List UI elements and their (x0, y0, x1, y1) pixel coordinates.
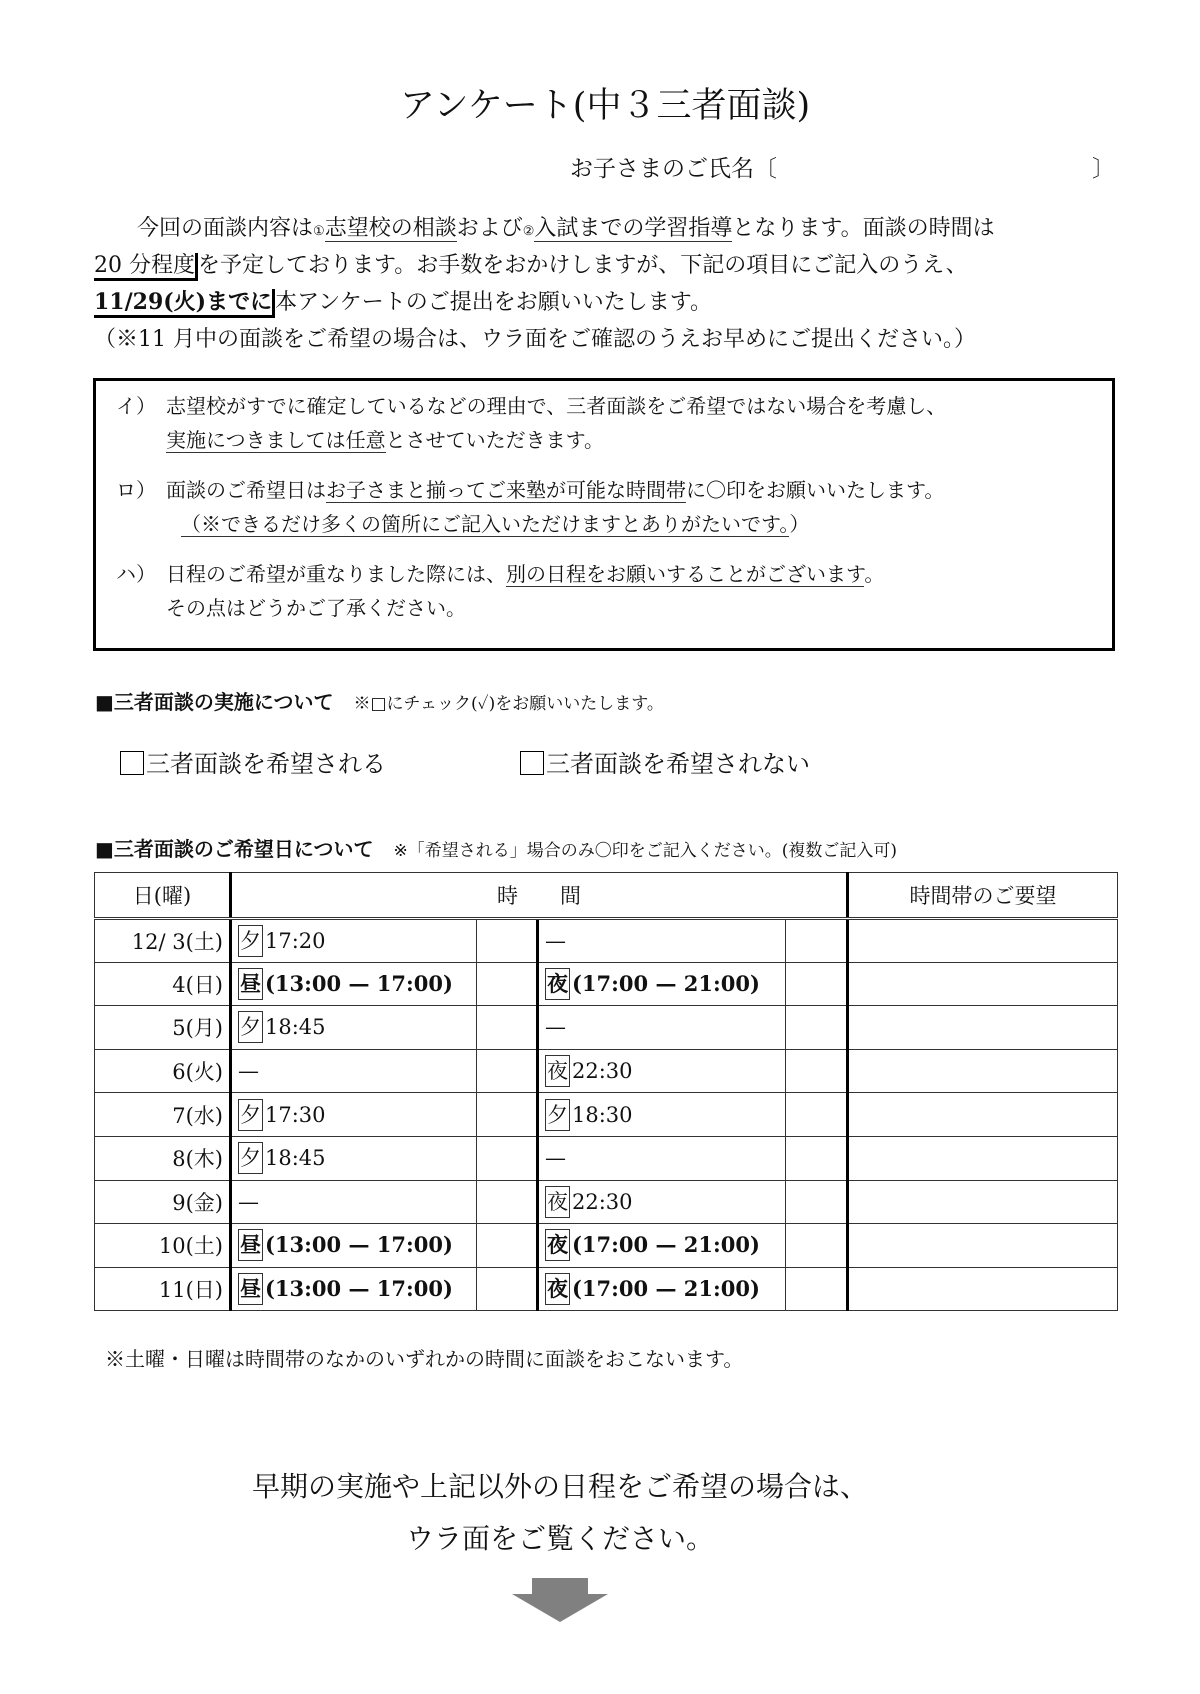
student-name-field[interactable] (570, 150, 1115, 183)
time-tag: 昼 (238, 1229, 263, 1261)
footnote: ※土曜・日曜は時間帯のなかのいずれかの時間に面談をおこないます。 (105, 1347, 744, 1371)
time-slot[interactable]: 夜 22:30 (538, 1180, 786, 1224)
time-tag: 夜 (545, 1273, 570, 1305)
table-row (95, 1267, 1118, 1311)
name-label: お子さまのご氏名〔 (570, 156, 777, 182)
mark-cell[interactable] (477, 1093, 538, 1137)
mark-cell[interactable] (477, 1006, 538, 1050)
time-slot[interactable]: 昼 (13:00 — 17:00) (231, 1224, 477, 1268)
time-slot[interactable]: — (538, 919, 786, 963)
time-slot[interactable]: 夜 22:30 (538, 1049, 786, 1093)
table-row (95, 1093, 1118, 1137)
mark-cell[interactable] (786, 1267, 848, 1311)
request-cell[interactable] (848, 1136, 1118, 1180)
checkbox-wish[interactable]: 三者面談を希望される (120, 744, 386, 779)
table-row (95, 962, 1118, 1006)
time-slot[interactable]: — (231, 1180, 477, 1224)
checkbox[interactable] (520, 751, 544, 775)
checkbox[interactable] (120, 751, 144, 775)
time-slot[interactable]: — (231, 1049, 477, 1093)
time-tag: 夜 (545, 968, 570, 1000)
request-cell[interactable] (848, 1224, 1118, 1268)
mark-cell[interactable] (786, 1136, 848, 1180)
mark-cell[interactable] (786, 1180, 848, 1224)
time-tag: 昼 (238, 968, 263, 1000)
table-row (95, 1006, 1118, 1050)
mark-cell[interactable] (786, 1093, 848, 1137)
time-tag: 昼 (238, 1273, 263, 1305)
time-tag: 夜 (545, 1229, 570, 1261)
request-cell[interactable] (848, 1180, 1118, 1224)
request-cell[interactable] (848, 1093, 1118, 1137)
mark-cell[interactable] (786, 1049, 848, 1093)
mark-cell[interactable] (477, 962, 538, 1006)
date-cell: 10(土) (95, 1224, 231, 1268)
notice-i: イ） 志望校がすでに確定しているなどの理由で、三者面談をご希望ではない場合を考慮し、 実施につきましては任意とさせていただきます。 (116, 394, 947, 452)
mark-cell[interactable] (786, 1224, 848, 1268)
time-tag: 夜 (545, 1186, 570, 1218)
time-slot[interactable]: 夕 17:20 (231, 919, 477, 963)
time-slot[interactable]: 昼 (13:00 — 17:00) (231, 1267, 477, 1311)
request-cell[interactable] (848, 1049, 1118, 1093)
mark-cell[interactable] (477, 919, 538, 963)
mark-cell[interactable] (477, 1136, 538, 1180)
closing-line-1: 早期の実施や上記以外の日程をご希望の場合は、 (251, 1470, 868, 1503)
time-slot[interactable]: 夜 (17:00 — 21:00) (538, 1224, 786, 1268)
time-slot[interactable]: 夕 18:30 (538, 1093, 786, 1137)
checkbox-no-wish[interactable]: 三者面談を希望されない (520, 744, 810, 779)
page-title: アンケート(中３三者面談) (399, 86, 811, 126)
date-cell: 12/ 3(土) (95, 919, 231, 963)
closing-line-2: ウラ面をご覧ください。 (405, 1522, 714, 1555)
mark-cell[interactable] (477, 1267, 538, 1311)
table-row (95, 1180, 1118, 1224)
intro-paragraph: 今回の面談内容は①志望校の相談および②入試までの学習指導となります。面談の時間は 20 分程度 を予定しております。お手数をおかけしますが、下記の項目にご記入のうえ、 11/29(火)までに 本アンケートのご提出をお願いいたします。 （※11 月中の面談をご希望の場合は、ウラ面をご確認のうえお早めにご提出ください。） (94, 216, 995, 352)
request-cell[interactable] (848, 962, 1118, 1006)
date-cell: 7(水) (95, 1093, 231, 1137)
time-slot[interactable]: 夕 18:45 (231, 1136, 477, 1180)
request-cell[interactable] (848, 919, 1118, 963)
mark-cell[interactable] (477, 1049, 538, 1093)
time-slot[interactable]: 夜 (17:00 — 21:00) (538, 962, 786, 1006)
mark-cell[interactable] (477, 1224, 538, 1268)
time-slot[interactable]: 昼 (13:00 — 17:00) (231, 962, 477, 1006)
mark-cell[interactable] (786, 1006, 848, 1050)
notice-ro: ロ） 面談のご希望日はお子さまと揃ってご来塾が可能な時間帯に〇印をお願いいたします。 （※できるだけ多くの箇所にご記入いただけますとありがたいです。） (116, 478, 945, 536)
deadline: 11/29(火)までに (94, 289, 275, 318)
notice-ha: ハ） 日程のご希望が重なりました際には、別の日程をお願いすることがございます。 その点はどうかご了承ください。 (116, 562, 885, 620)
request-cell[interactable] (848, 1267, 1118, 1311)
date-cell: 6(火) (95, 1049, 231, 1093)
notice-box (93, 378, 1115, 651)
time-tag: 夕 (238, 1142, 263, 1174)
mark-cell[interactable] (786, 962, 848, 1006)
time-tag: 夕 (545, 1099, 570, 1131)
name-close: 〕 (1092, 156, 1115, 182)
section-dates-heading: ■三者面談のご希望日について ※「希望される」場合のみ〇印をご記入ください。(複数ご記入可) (95, 837, 898, 861)
table-row (95, 1049, 1118, 1093)
time-tag: 夜 (545, 1055, 570, 1087)
time-slot[interactable]: 夕 18:45 (231, 1006, 477, 1050)
date-cell: 11(日) (95, 1267, 231, 1311)
date-cell: 8(木) (95, 1136, 231, 1180)
mark-cell[interactable] (786, 919, 848, 963)
table-row (95, 1136, 1118, 1180)
mark-cell[interactable] (477, 1180, 538, 1224)
time-slot[interactable]: — (538, 1136, 786, 1180)
time-tag: 夕 (238, 1011, 263, 1043)
date-cell: 9(金) (95, 1180, 231, 1224)
time-slot[interactable]: 夜 (17:00 — 21:00) (538, 1267, 786, 1311)
date-cell: 5(月) (95, 1006, 231, 1050)
table-row (95, 1224, 1118, 1268)
down-arrow-icon (512, 1578, 608, 1622)
time-tag: 夕 (238, 925, 263, 957)
section-implementation-heading: ■三者面談の実施について ※□にチェック(✓)をお願いいたします。 (95, 690, 664, 714)
date-cell: 4(日) (95, 962, 231, 1006)
request-cell[interactable] (848, 1006, 1118, 1050)
schedule-table: 日(曜) 時 間 時間帯のご要望 12/ 3(土) 夕 17:20 — 4(日) 昼 (13:00 — 17:00) 夜 (17:00 — 21:00) 5(月) 夕 18:45 — 6(火) — 夜 22:30 7(水) 夕 17:30 夕 18:30 8(木) 夕 18:45 — 9(金) — 夜 22:30 10(土) 昼 (13:00 — 17:00) 夜 (17:00 — 21:00) 11(日) 昼 (13:00 — 17:00) 夜 (17:00 — 21:00) (94, 872, 1118, 1311)
time-tag: 夕 (238, 1099, 263, 1131)
time-slot[interactable]: — (538, 1006, 786, 1050)
time-slot[interactable]: 夕 17:30 (231, 1093, 477, 1137)
table-row (95, 919, 1118, 963)
